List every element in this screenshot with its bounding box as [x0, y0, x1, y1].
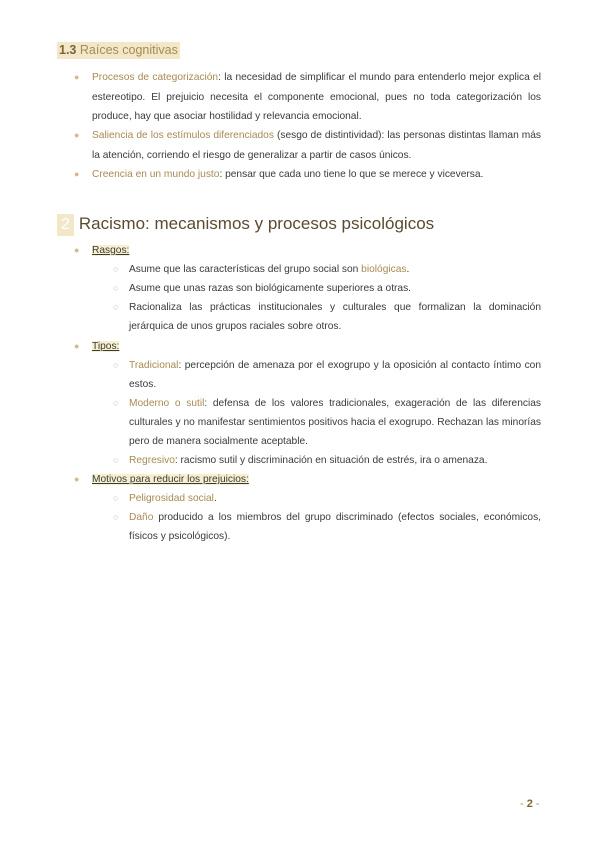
- list-item: [74, 68, 542, 127]
- term: Tradicional: [129, 360, 179, 371]
- sub-list-item: [113, 279, 541, 298]
- item-text: : percepción de amenaza por el exogrupo y la oposición al contacto íntimo con estos.: [129, 360, 541, 390]
- sub-list-item: [113, 356, 541, 394]
- page-number-dash: -: [520, 798, 527, 810]
- list-item-rasgos: [74, 241, 130, 260]
- term: biológicas: [361, 264, 407, 275]
- item-text: Asume que unas razas son biológicamente superiores a otras.: [129, 283, 412, 294]
- item-text: : pensar que cada uno tiene lo que se merece y viceversa.: [219, 169, 484, 180]
- list-label: Motivos para reducir los prejuicios:: [92, 474, 249, 485]
- sub-list-item: [113, 508, 541, 546]
- list-item-tipos: [74, 337, 120, 356]
- list-label: Tipos:: [92, 341, 120, 352]
- section-number: 1.3: [59, 43, 77, 57]
- bullet-icon: ●: [74, 245, 80, 255]
- bullet-icon: ●: [74, 341, 80, 351]
- term: Procesos de categorización: [92, 72, 219, 83]
- bullet-icon: ●: [74, 72, 80, 82]
- term: Creencia en un mundo justo: [92, 169, 220, 180]
- term: Daño: [129, 512, 154, 523]
- section-2-heading: [57, 213, 434, 236]
- bullet-icon: ●: [74, 169, 80, 179]
- term: Saliencia de los estímulos diferenciados: [92, 130, 274, 141]
- item-text: producido a los miembros del grupo discriminado (efectos sociales, económicos, físicos y psicológicos).: [129, 512, 541, 542]
- circle-bullet-icon: ○: [113, 264, 119, 274]
- bullet-icon: ●: [74, 130, 80, 140]
- circle-bullet-icon: ○: [113, 512, 119, 522]
- sub-list-item: [113, 489, 541, 508]
- item-text-end: .: [406, 264, 410, 275]
- term: Peligrosidad social: [129, 493, 214, 504]
- list-item-motivos: [74, 470, 249, 489]
- circle-bullet-icon: ○: [113, 302, 119, 312]
- page-number-dash: -: [532, 798, 540, 810]
- list-label: Rasgos:: [92, 245, 130, 256]
- term: Regresivo: [129, 455, 175, 466]
- item-text: : la necesidad de simplificar el mundo para entenderlo mejor explica el estereotipo. El prejuicio necesita el componente emocional, pues no toda categorización los produce, hay que asociar hostilidad y relevancia emocional.: [92, 72, 542, 122]
- circle-bullet-icon: ○: [113, 398, 119, 408]
- term: Moderno o sutil: [129, 398, 205, 409]
- section-1-3-heading: [57, 42, 180, 59]
- item-text: (sesgo de distintividad): las personas distintas llaman más la atención, corriendo el riesgo de generalizar a partir de casos únicos.: [92, 130, 541, 161]
- list-item: [74, 126, 541, 165]
- circle-bullet-icon: ○: [113, 360, 119, 370]
- circle-bullet-icon: ○: [113, 493, 119, 503]
- page-number: [520, 798, 540, 810]
- section-number: 2: [57, 214, 74, 236]
- section-title: Racismo: mecanismos y procesos psicológicos: [78, 214, 435, 233]
- item-text: Asume que las características del grupo social son: [129, 264, 362, 275]
- circle-bullet-icon: ○: [113, 455, 119, 465]
- sub-list-item: [113, 451, 541, 470]
- sub-list-item: [113, 298, 541, 336]
- item-text: : racismo sutil y discriminación en situación de estrés, ira o amenaza.: [174, 455, 488, 466]
- bullet-icon: ●: [74, 474, 80, 484]
- item-text: .: [213, 493, 217, 504]
- section-title: Raíces cognitivas: [79, 43, 178, 57]
- page-number-value: 2: [526, 798, 533, 810]
- item-text: Racionaliza las prácticas institucionales y culturales que formalizan la dominación jerárquica de unos grupos raciales sobre otros.: [129, 302, 541, 332]
- circle-bullet-icon: ○: [113, 283, 119, 293]
- item-text: : defensa de los valores tradicionales, exageración de las diferencias culturales y no manifestar sentimientos positivos hacia el exogrupo. Rechazan las minorías pero de manera socialmente aceptable.: [129, 398, 541, 447]
- list-item: [74, 165, 541, 185]
- sub-list-item: [113, 394, 541, 451]
- sub-list-item: [113, 260, 541, 279]
